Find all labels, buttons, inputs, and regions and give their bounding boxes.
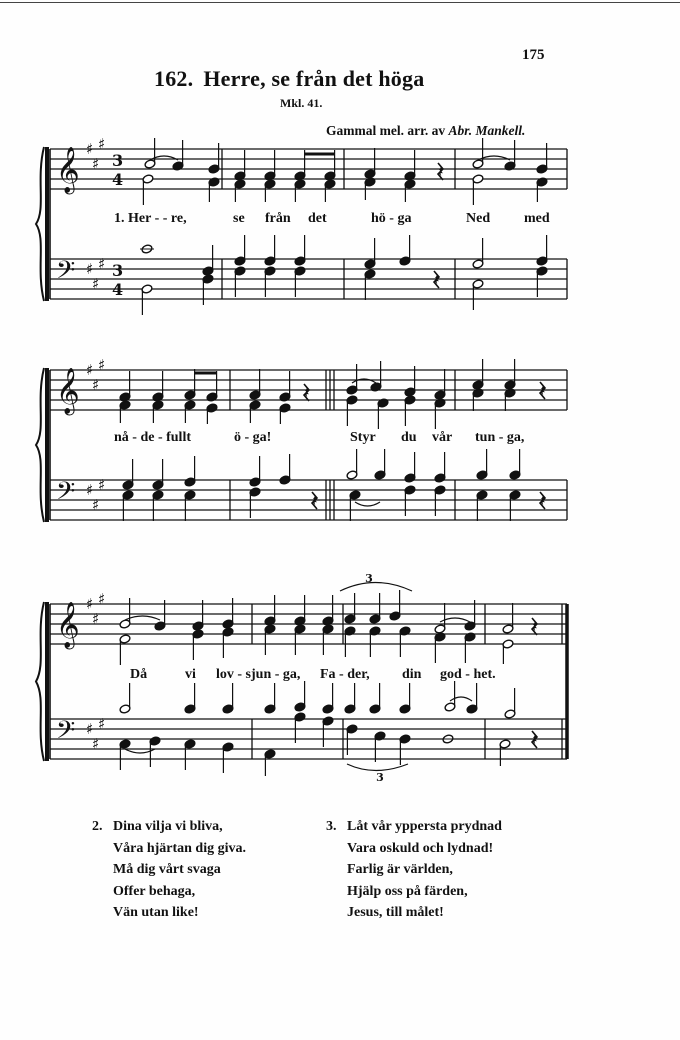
quarter-rest: 𝄽: [540, 490, 546, 511]
lyric-s2-5: vår: [432, 430, 453, 445]
lyric-s2-1: nå - de - fullt: [114, 430, 191, 445]
lyric-s2-4: du: [401, 430, 417, 445]
lyric-s1-1: 1. Her - - re,: [114, 211, 187, 226]
lyric-s3-3: lov - sjun - ga,: [216, 667, 301, 682]
quarter-rest: 𝄽: [540, 380, 546, 401]
key-sharp: ♯: [98, 356, 106, 374]
lyric-s1-5: hö - ga: [371, 211, 412, 226]
quarter-rest: 𝄽: [304, 382, 310, 403]
verse-2-line-4: Offer behaga,: [113, 883, 196, 899]
tuplet-label: 3: [376, 771, 384, 784]
treble-clef: 𝄞: [56, 602, 80, 648]
key-sharp: ♯: [98, 715, 106, 733]
lyric-s2-6: tun - ga,: [475, 430, 525, 445]
verse-3-line-5: Jesus, till målet!: [347, 905, 444, 920]
quarter-rest: 𝄽: [434, 269, 440, 290]
quarter-rest: 𝄽: [532, 616, 538, 637]
key-sharp: ♯: [86, 595, 94, 613]
verse-3-number: 3.: [326, 819, 337, 834]
time-signature-top: 3: [112, 151, 124, 170]
lyric-s1-6: Ned: [466, 211, 491, 226]
key-sharp: ♯: [98, 255, 106, 273]
verse-3-line-3: Farlig är världen,: [347, 862, 453, 877]
key-sharp: ♯: [86, 361, 94, 379]
lyric-s3-2: vi: [185, 667, 196, 682]
lyric-s3-4: Fa - der,: [320, 667, 370, 682]
treble-clef: 𝄞: [56, 368, 80, 414]
verse-2: [92, 816, 246, 924]
page-number: 175: [522, 47, 545, 63]
key-sharp: ♯: [98, 476, 106, 494]
attribution-name: Abr. Mankell.: [448, 123, 526, 138]
key-sharp: ♯: [92, 275, 100, 293]
verse-3-line-2: Vara oskuld och lydnad!: [347, 840, 494, 856]
tie-slur: [125, 616, 160, 620]
verse-2-line-5: Vän utan like!: [113, 905, 199, 920]
lyric-s3-5: din: [402, 667, 422, 682]
key-sharp: ♯: [86, 140, 94, 158]
lyric-s3-6: god - het.: [440, 667, 496, 682]
key-sharp: ♯: [86, 481, 94, 499]
key-sharp: ♯: [92, 376, 100, 394]
lyric-s1-2: se: [233, 211, 245, 226]
lyric-s2-2: ö - ga!: [234, 430, 272, 445]
key-sharp: ♯: [86, 260, 94, 278]
system-brace: [36, 602, 44, 761]
verse-2-number: 2.: [92, 819, 103, 834]
quarter-rest: 𝄽: [532, 729, 538, 750]
hymn-number: 162.: [154, 66, 194, 91]
lyric-s2-3: Styr: [350, 430, 376, 445]
lyric-s3-1: Då: [130, 667, 148, 682]
verse-3: [326, 816, 502, 924]
verse-2-line-2: Våra hjärtan dig giva.: [113, 840, 246, 856]
system-brace: [36, 147, 44, 301]
tie-slur: [450, 697, 472, 701]
hymn-reference: Mkl. 41.: [280, 96, 323, 110]
time-signature-bottom: 4: [112, 170, 124, 189]
treble-clef: 𝄞: [56, 147, 80, 193]
lyric-s1-4: det: [308, 211, 327, 226]
time-signature-bottom: 4: [112, 280, 124, 299]
bass-clef: 𝄢: [56, 477, 76, 512]
key-sharp: ♯: [92, 735, 100, 753]
bass-clef: 𝄢: [56, 716, 76, 751]
tuplet-slur: [347, 764, 408, 771]
bass-clef: 𝄢: [56, 256, 76, 291]
key-sharp: ♯: [92, 496, 100, 514]
key-sharp: ♯: [86, 720, 94, 738]
tie-slur: [355, 502, 380, 506]
verse-2-line-1: Dina vilja vi bliva,: [113, 819, 223, 834]
attribution-prefix: Gammal mel. arr. av: [326, 123, 446, 138]
key-sharp: ♯: [98, 135, 106, 153]
hymn-title: Herre, se från det höga: [203, 66, 425, 91]
lyric-s1-3: från: [265, 211, 291, 226]
phrase-slur: [340, 583, 412, 592]
lyric-s1-7: med: [524, 211, 550, 226]
verse-2-line-3: Må dig vårt svaga: [113, 862, 221, 877]
key-sharp: ♯: [92, 610, 100, 628]
verse-3-line-1: Låt vår yppersta prydnad: [347, 819, 502, 834]
tuplet-label: 3: [365, 572, 373, 585]
quarter-rest: 𝄽: [438, 161, 444, 182]
quarter-rest: 𝄽: [312, 490, 318, 511]
verse-3-line-4: Hjälp oss på färden,: [347, 883, 468, 899]
system-brace: [36, 368, 44, 522]
key-sharp: ♯: [98, 590, 106, 608]
time-signature-top: 3: [112, 261, 124, 280]
key-sharp: ♯: [92, 155, 100, 173]
